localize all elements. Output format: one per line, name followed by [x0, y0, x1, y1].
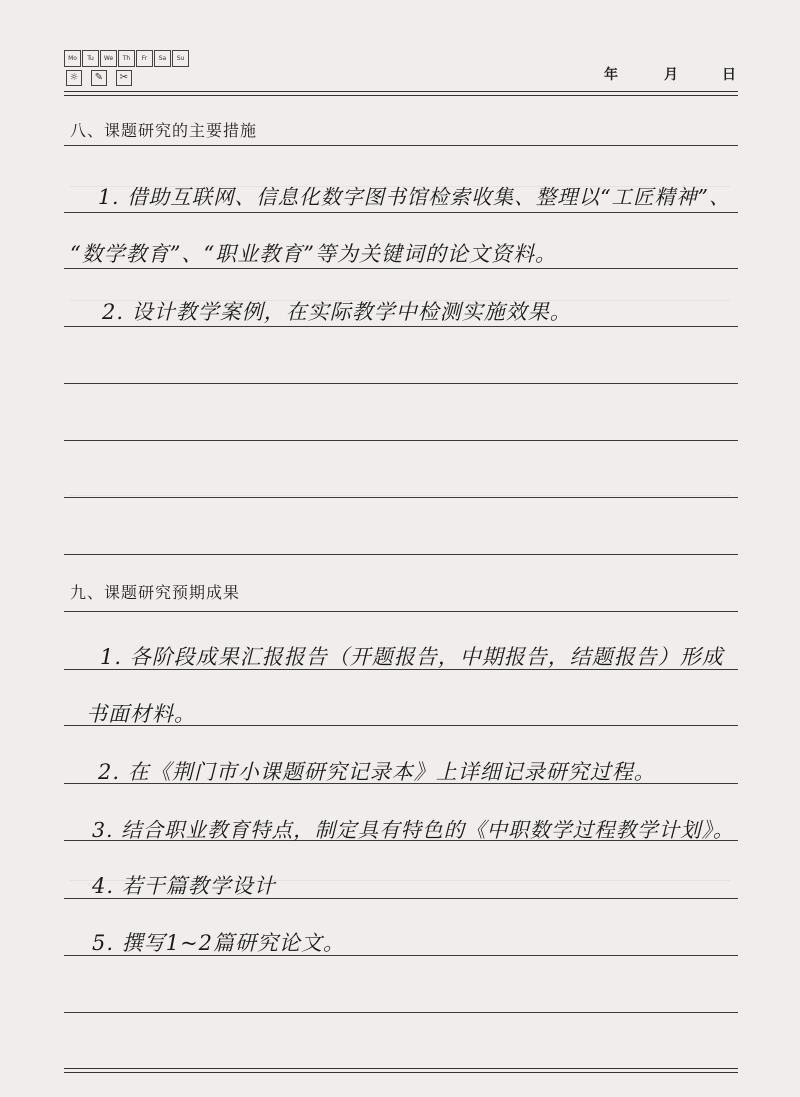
weekday-tu: Tu — [82, 50, 99, 67]
section-9-line-5: 4. 若干篇教学设计 — [92, 874, 276, 898]
weekday-fr: Fr — [136, 50, 153, 67]
section-8-title: 八、课题研究的主要措施 — [70, 121, 258, 140]
month-label: 月 — [664, 67, 678, 83]
tools-icon: ✂ — [116, 70, 132, 86]
weekday-su: Su — [172, 50, 189, 67]
ruled-line — [64, 326, 738, 327]
section-9-line-2: 书面材料。 — [86, 702, 196, 726]
sun-icon: ☼ — [66, 70, 82, 86]
weekday-sa: Sa — [154, 50, 171, 67]
ruled-line — [64, 1012, 738, 1013]
bleed-through-mark — [70, 495, 730, 496]
section-9-line-4: 3. 结合职业教育特点，制定具有特色的《中职数学过程教学计划》。 — [92, 818, 735, 842]
ruled-line — [64, 611, 738, 612]
ruled-line — [64, 554, 738, 555]
weather-icons — [66, 70, 132, 86]
weekday-we: We — [100, 50, 117, 67]
section-8-line-2: “数学教育”、“职业教育”等为关键词的论文资料。 — [70, 242, 557, 266]
weekday-selector — [64, 50, 190, 67]
section-9-title: 九、课题研究预期成果 — [70, 583, 241, 602]
weekday-mo: Mo — [64, 50, 81, 67]
footer-double-rule — [64, 1068, 738, 1073]
section-8-line-3: 2. 设计教学案例，在实际教学中检测实施效果。 — [102, 300, 572, 324]
ruled-line — [64, 268, 738, 269]
ruled-line — [64, 383, 738, 384]
ruled-line — [64, 212, 738, 213]
ruled-line — [64, 497, 738, 498]
pencil-icon: ✎ — [91, 70, 107, 86]
day-label: 日 — [722, 67, 736, 83]
year-label: 年 — [604, 67, 618, 83]
section-9-line-3: 2. 在《荆门市小课题研究记录本》上详细记录研究过程。 — [98, 760, 656, 784]
ruled-line — [64, 145, 738, 146]
header-double-rule — [64, 91, 738, 96]
section-9-line-6: 5. 撰写1~2篇研究论文。 — [92, 931, 346, 955]
weekday-th: Th — [118, 50, 135, 67]
section-9-line-1: 1. 各阶段成果汇报报告（开题报告，中期报告，结题报告）形成 — [100, 645, 724, 669]
section-8-line-1: 1. 借助互联网、信息化数字图书馆检索收集、整理以“工匠精神”、 — [98, 185, 731, 209]
ruled-line — [64, 440, 738, 441]
